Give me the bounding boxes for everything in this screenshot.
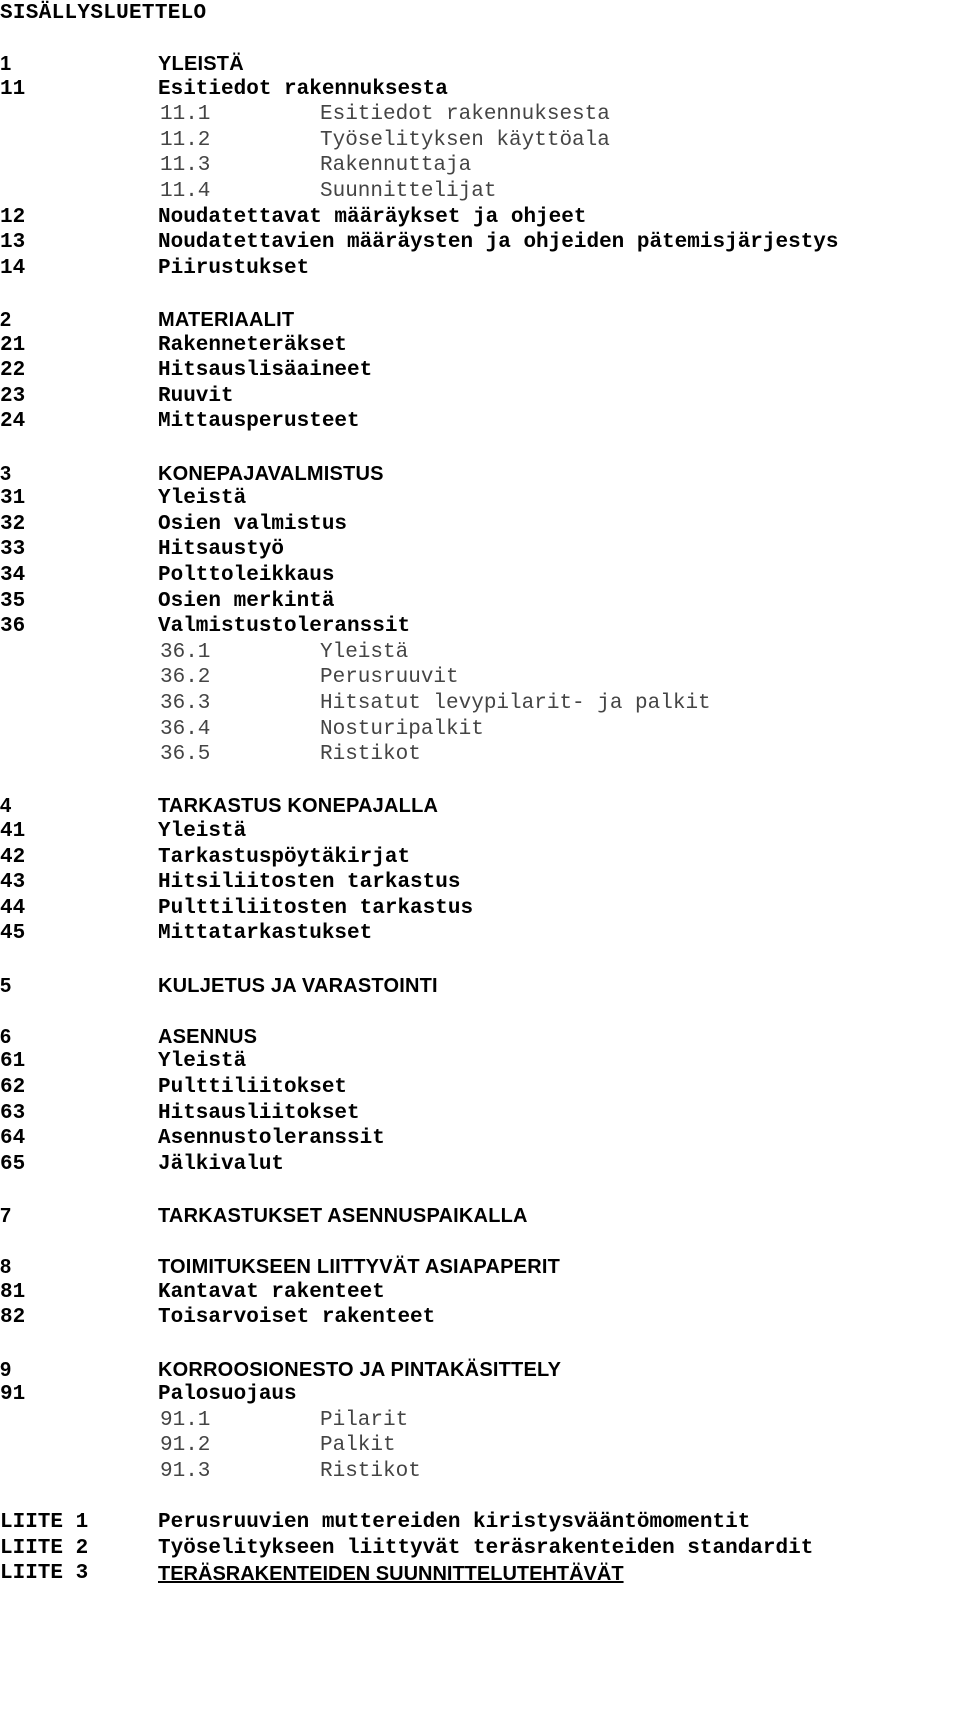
toc-entry-title: Valmistustoleranssit — [158, 615, 411, 638]
toc-entry-number: 9 — [0, 1359, 12, 1381]
toc-entry-title: Mittatarkastukset — [158, 922, 373, 945]
toc-entry-title: Osien valmistus — [158, 513, 348, 536]
toc-entry-title: Noudatettavien määräysten ja ohjeiden pätemisjärjestys — [158, 231, 839, 254]
toc-entry-number: 62 — [0, 1076, 26, 1099]
toc-entry-number: 61 — [0, 1050, 26, 1073]
toc-entry-title: TERÄSRAKENTEIDEN SUUNNITTELUTEHTÄVÄT — [158, 1563, 624, 1585]
toc-entry-number: LIITE 3 — [0, 1562, 89, 1585]
toc-entry-title: MATERIAALIT — [158, 309, 295, 331]
toc-entry-number: 36.1 — [160, 641, 211, 664]
toc-entry-number: 8 — [0, 1256, 12, 1278]
toc-entry-title: Palosuojaus — [158, 1383, 297, 1406]
toc-entry-title: Perusruuvit — [320, 666, 459, 689]
toc-entry-number: 36 — [0, 615, 26, 638]
toc-entry-title: Esitiedot rakennuksesta — [320, 103, 610, 126]
toc-entry-title: Osien merkintä — [158, 590, 335, 613]
toc-entry-number: 34 — [0, 564, 26, 587]
toc-entry-title: Noudatettavat määräykset ja ohjeet — [158, 206, 587, 229]
toc-entry-title: Piirustukset — [158, 257, 310, 280]
toc-entry-number: 11.3 — [160, 154, 211, 177]
toc-entry-title: Perusruuvien muttereiden kiristysvääntömomentit — [158, 1511, 751, 1534]
toc-entry-number: 82 — [0, 1306, 26, 1329]
toc-entry-number: 63 — [0, 1102, 26, 1125]
toc-entry-title: Polttoleikkaus — [158, 564, 335, 587]
toc-entry-number: 11 — [0, 78, 26, 101]
toc-entry-title: Suunnittelijat — [320, 180, 497, 203]
toc-entry-number: LIITE 2 — [0, 1537, 89, 1560]
toc-entry-number: 64 — [0, 1127, 26, 1150]
toc-entry-number: 45 — [0, 922, 26, 945]
toc-entry-number: 43 — [0, 871, 26, 894]
toc-entry-title: KORROOSIONESTO JA PINTAKÄSITTELY — [158, 1359, 562, 1381]
toc-entry-title: Ruuvit — [158, 385, 234, 408]
toc-entry-number: 33 — [0, 538, 26, 561]
toc-entry-number: 22 — [0, 359, 26, 382]
toc-entry-number: 12 — [0, 206, 26, 229]
toc-entry-number: 35 — [0, 590, 26, 613]
toc-entry-number: 91.1 — [160, 1409, 211, 1432]
toc-entry-title: Esitiedot rakennuksesta — [158, 78, 448, 101]
toc-entry-title: Palkit — [320, 1434, 396, 1457]
toc-entry-title: Pilarit — [320, 1409, 409, 1432]
toc-entry-title: TARKASTUKSET ASENNUSPAIKALLA — [158, 1205, 528, 1227]
toc-entry-title: Asennustoleranssit — [158, 1127, 385, 1150]
toc-entry-title: Yleistä — [320, 641, 409, 664]
toc-entry-title: KULJETUS JA VARASTOINTI — [158, 975, 438, 997]
toc-entry-number: 23 — [0, 385, 26, 408]
toc-entry-title: Työselitykseen liittyvät teräsrakenteiden standardit — [158, 1537, 814, 1560]
toc-entry-title: Yleistä — [158, 1050, 247, 1073]
toc-entry-title: ASENNUS — [158, 1026, 258, 1048]
toc-entry-title: TOIMITUKSEEN LIITTYVÄT ASIAPAPERIT — [158, 1256, 561, 1278]
toc-entry-number: 65 — [0, 1153, 26, 1176]
toc-entry-number: 32 — [0, 513, 26, 536]
toc-entry-number: 42 — [0, 846, 26, 869]
toc-entry-number: 91.3 — [160, 1460, 211, 1483]
toc-entry-title: Hitsausliitokset — [158, 1102, 360, 1125]
toc-entry-title: Toisarvoiset rakenteet — [158, 1306, 436, 1329]
toc-entry-title: Kantavat rakenteet — [158, 1281, 385, 1304]
toc-entry-number: 44 — [0, 897, 26, 920]
toc-entry-title: KONEPAJAVALMISTUS — [158, 463, 384, 485]
toc-entry-title: YLEISTÄ — [158, 53, 244, 75]
toc-entry-title: Hitsatut levypilarit- ja palkit — [320, 692, 711, 715]
toc-entry-title: Hitsauslisäaineet — [158, 359, 373, 382]
toc-entry-title: Pulttiliitokset — [158, 1076, 348, 1099]
toc-entry-title: Mittausperusteet — [158, 410, 360, 433]
toc-entry-title: Ristikot — [320, 743, 421, 766]
toc-entry-number: 41 — [0, 820, 26, 843]
toc-entry-number: 91.2 — [160, 1434, 211, 1457]
toc-entry-title: Rakenneteräkset — [158, 334, 348, 357]
toc-entry-number: LIITE 1 — [0, 1511, 89, 1534]
toc-entry-number: 14 — [0, 257, 26, 280]
toc-entry-number: 36.5 — [160, 743, 211, 766]
toc-entry-number: 3 — [0, 463, 12, 485]
toc-entry-number: 21 — [0, 334, 26, 357]
page-title: SISÄLLYSLUETTELO — [0, 2, 207, 25]
toc-entry-number: 2 — [0, 309, 12, 331]
toc-entry-title: Yleistä — [158, 820, 247, 843]
toc-entry-number: 13 — [0, 231, 26, 254]
toc-entry-number: 1 — [0, 53, 12, 75]
toc-entry-number: 11.2 — [160, 129, 211, 152]
toc-entry-number: 11.4 — [160, 180, 211, 203]
toc-entry-number: 91 — [0, 1383, 26, 1406]
toc-entry-title: TARKASTUS KONEPAJALLA — [158, 795, 439, 817]
toc-entry-number: 31 — [0, 487, 26, 510]
toc-entry-title: Hitsaustyö — [158, 538, 285, 561]
toc-entry-title: Pulttiliitosten tarkastus — [158, 897, 474, 920]
toc-entry-number: 11.1 — [160, 103, 211, 126]
toc-entry-title: Tarkastuspöytäkirjat — [158, 846, 411, 869]
toc-entry-number: 81 — [0, 1281, 26, 1304]
toc-entry-title: Nosturipalkit — [320, 718, 484, 741]
toc-entry-number: 24 — [0, 410, 26, 433]
toc-entry-title: Rakennuttaja — [320, 154, 472, 177]
toc-entry-number: 7 — [0, 1205, 12, 1227]
toc-entry-number: 6 — [0, 1026, 12, 1048]
toc-entry-number: 36.4 — [160, 718, 211, 741]
toc-entry-number: 36.2 — [160, 666, 211, 689]
toc-entry-number: 36.3 — [160, 692, 211, 715]
toc-entry-title: Hitsiliitosten tarkastus — [158, 871, 461, 894]
toc-entry-title: Työselityksen käyttöala — [320, 129, 610, 152]
toc-entry-number: 5 — [0, 975, 12, 997]
toc-entry-title: Jälkivalut — [158, 1153, 285, 1176]
toc-entry-title: Yleistä — [158, 487, 247, 510]
toc-entry-title: Ristikot — [320, 1460, 421, 1483]
toc-entry-number: 4 — [0, 795, 12, 817]
